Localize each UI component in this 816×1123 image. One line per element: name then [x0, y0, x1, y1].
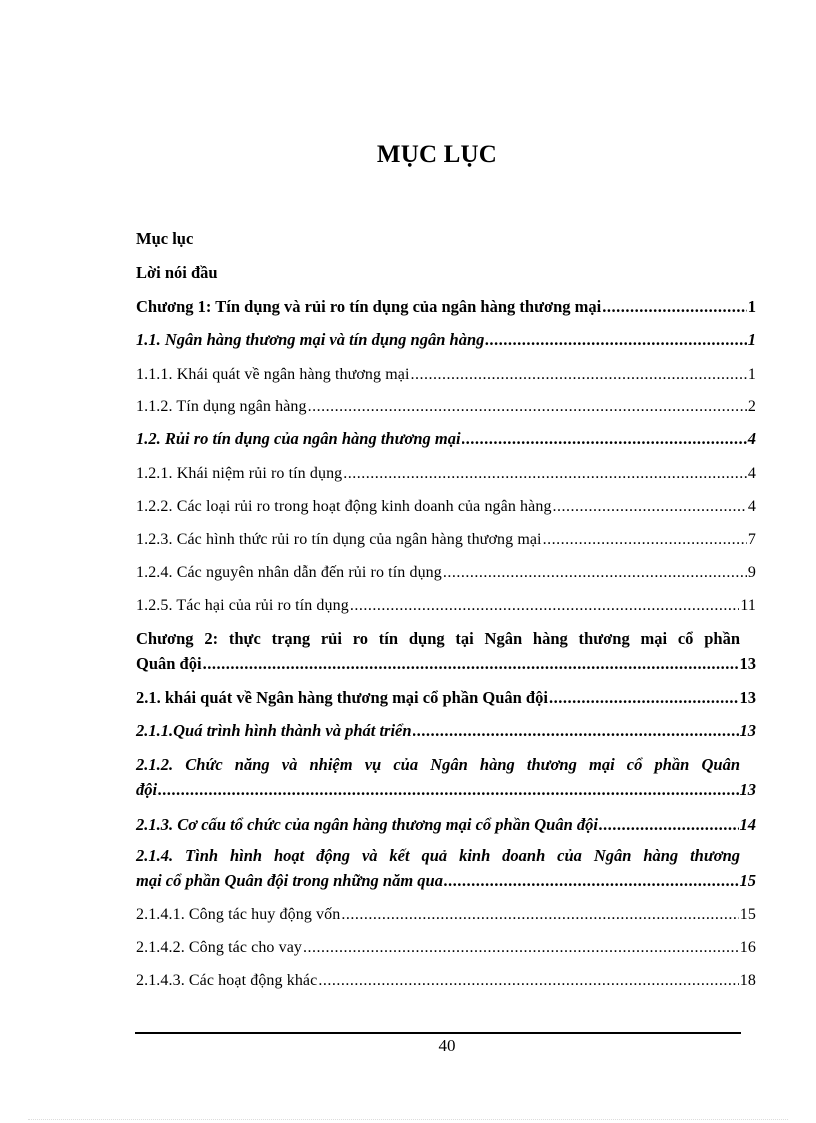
dot-leader	[308, 397, 747, 417]
toc-page-number: 15	[739, 906, 756, 923]
toc-page-number: 13	[739, 688, 756, 707]
toc-entry-1-2-1[interactable]	[136, 464, 756, 484]
toc-entry-text: 1.1.2. Tín dụng ngân hàng	[136, 398, 307, 415]
toc-entry-1-2-5[interactable]	[136, 596, 756, 616]
toc-entry-1-2-2[interactable]	[136, 497, 756, 517]
dot-leader	[203, 654, 739, 674]
toc-entry-text: 1.2.3. Các hình thức rủi ro tín dụng của ngân hàng thương mại	[136, 531, 542, 548]
toc-entry-2-1-4-1[interactable]	[136, 905, 756, 925]
toc-entry-text: 2.1.3. Cơ cấu tổ chức của ngân hàng thương mại cổ phần Quân đội	[136, 815, 598, 834]
toc-entry-text: Chương 1: Tín dụng và rủi ro tín dụng của ngân hàng thương mại	[136, 297, 602, 316]
toc-entry-chapter-2[interactable]	[136, 629, 756, 674]
toc-entry-text-line1: Chương 2: thực trạng rủi ro tín dụng tại Ngân hàng thương mại cổ phần	[136, 629, 740, 648]
toc-entry-chapter-1[interactable]	[136, 297, 756, 317]
dot-leader	[602, 297, 747, 317]
dot-leader	[343, 464, 747, 484]
toc-entry-2-1-2[interactable]	[136, 755, 756, 800]
page-title: MỤC LỤC	[376, 141, 498, 168]
page-edge-dotted-line	[28, 1119, 788, 1120]
toc-entry-text: đội	[136, 780, 158, 799]
toc-entry-loi-noi-dau[interactable]	[136, 263, 756, 283]
toc-entry-text: 1.1.1. Khái quát về ngân hàng thương mại	[136, 366, 410, 383]
dot-leader	[413, 721, 739, 741]
toc-entry-text: 1.2. Rủi ro tín dụng của ngân hàng thương mại	[136, 429, 461, 448]
toc-entry-text: 1.2.1. Khái niệm rủi ro tín dụng	[136, 465, 343, 482]
toc-entry-text: Quân đội	[136, 654, 202, 673]
toc-entry-1-2-4[interactable]	[136, 563, 756, 583]
footer-page-number: 40	[438, 1036, 456, 1055]
dot-leader	[543, 530, 747, 550]
toc-entry-2-1-1[interactable]	[136, 721, 756, 741]
toc-entry-2-1-4[interactable]	[136, 846, 756, 891]
toc-entry-2-1-3[interactable]	[136, 815, 756, 835]
toc-entry-text: Lời nói đầu	[136, 263, 218, 282]
footer-divider	[135, 1032, 741, 1034]
toc-entry-text-line1: 2.1.2. Chức năng và nhiệm vụ của Ngân hàng thương mại cổ phần Quân	[136, 755, 740, 774]
toc-page-number: 4	[747, 465, 756, 482]
toc-entry-text: mại cổ phần Quân đội trong những năm qua	[136, 871, 443, 890]
dot-leader	[599, 815, 739, 835]
toc-entry-text: 1.2.5. Tác hại của rủi ro tín dụng	[136, 597, 349, 614]
toc-page-number: 1	[747, 330, 756, 349]
toc-page-number: 13	[739, 780, 756, 799]
dot-leader	[158, 780, 738, 800]
dot-leader	[303, 938, 739, 958]
toc-page-number: 1	[747, 297, 756, 316]
toc-page-number: 1	[747, 366, 756, 383]
dot-leader	[462, 429, 747, 449]
dot-leader	[485, 330, 746, 350]
dot-leader	[341, 905, 738, 925]
toc-entry-text: Mục lục	[136, 229, 194, 248]
toc-entry-text: 2.1.1.Quá trình hình thành và phát triển	[136, 721, 412, 740]
toc-page-number: 18	[739, 972, 756, 989]
toc-entry-2-1[interactable]	[136, 688, 756, 708]
toc-entry-muc-luc[interactable]	[136, 229, 756, 249]
toc-entry-2-1-4-2[interactable]	[136, 938, 756, 958]
toc-entry-1-1-2[interactable]	[136, 397, 756, 417]
toc-page-number: 4	[747, 498, 756, 515]
dot-leader	[444, 871, 739, 891]
toc-page-number: 11	[740, 597, 756, 614]
toc-entry-1-2-3[interactable]	[136, 530, 756, 550]
dot-leader	[318, 971, 738, 991]
dot-leader	[350, 596, 740, 616]
dot-leader	[411, 365, 747, 385]
toc-page-number: 9	[747, 564, 756, 581]
toc-page-number: 16	[739, 939, 756, 956]
toc-page-number: 4	[747, 429, 756, 448]
toc-entry-text-line1: 2.1.4. Tình hình hoạt động và kết quả kinh doanh của Ngân hàng thương	[136, 846, 740, 865]
toc-page-number: 7	[747, 531, 756, 548]
dot-leader	[549, 688, 739, 708]
toc-entry-1-1-1[interactable]	[136, 365, 756, 385]
toc-entry-text: 2.1. khái quát về Ngân hàng thương mại cổ phần Quân đội	[136, 688, 548, 707]
toc-entry-text: 1.2.2. Các loại rủi ro trong hoạt động kinh doanh của ngân hàng	[136, 498, 552, 515]
toc-page-number: 13	[739, 654, 756, 673]
toc-entry-1-2[interactable]	[136, 429, 756, 449]
toc-entry-text: 1.2.4. Các nguyên nhân dẫn đến rủi ro tín dụng	[136, 564, 442, 581]
dot-leader	[553, 497, 747, 517]
toc-entry-2-1-4-3[interactable]	[136, 971, 756, 991]
dot-leader	[443, 563, 747, 583]
toc-page-number: 13	[739, 721, 756, 740]
toc-entry-text: 2.1.4.3. Các hoạt động khác	[136, 972, 318, 989]
toc-page-number: 2	[747, 398, 756, 415]
toc-entry-1-1[interactable]	[136, 330, 756, 350]
toc-entry-text: 2.1.4.1. Công tác huy động vốn	[136, 906, 341, 923]
toc-page-number: 15	[739, 871, 756, 890]
toc-page-number: 14	[739, 815, 756, 834]
toc-entry-text: 2.1.4.2. Công tác cho vay	[136, 939, 303, 956]
toc-entry-text: 1.1. Ngân hàng thương mại và tín dụng ngân hàng	[136, 330, 485, 349]
